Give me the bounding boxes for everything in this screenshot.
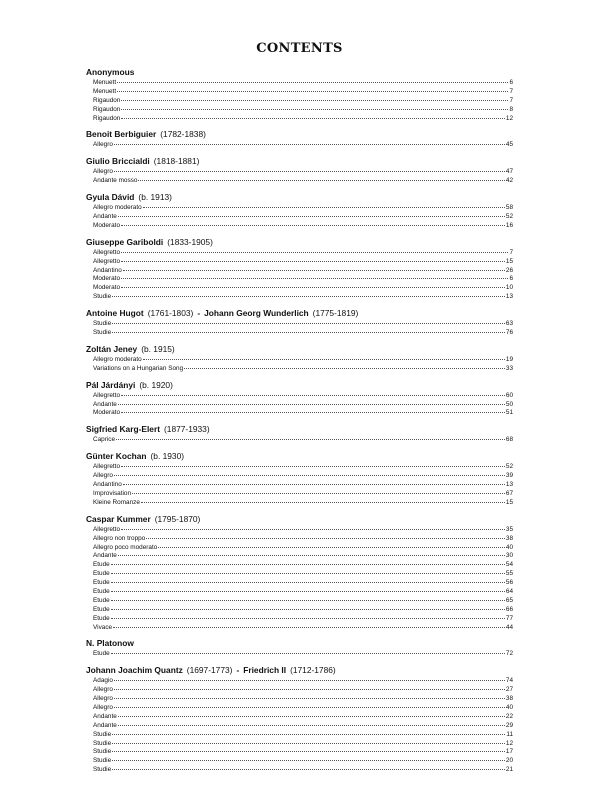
dot-leader [121, 260, 505, 262]
dot-leader [141, 501, 505, 503]
page-number: 19 [505, 355, 513, 363]
piece-title: Rigaudon [93, 96, 121, 104]
composer-separator: - [197, 308, 201, 319]
toc-entry[interactable] [86, 267, 513, 276]
composer-dates: (1833-1905) [167, 236, 213, 247]
toc-entry[interactable] [86, 740, 513, 749]
composer-section [86, 67, 513, 123]
piece-title: Allegro moderato [93, 204, 142, 212]
page-number: 68 [505, 436, 513, 444]
page-number: 12 [505, 114, 513, 122]
dot-leader [132, 492, 505, 494]
toc-entry[interactable] [86, 686, 513, 695]
piece-title: Allegro poco moderato [93, 543, 158, 551]
page-number: 27 [505, 686, 513, 694]
piece-title: Moderato [93, 409, 120, 417]
dot-leader [117, 90, 508, 92]
page-number: 15 [505, 498, 513, 506]
dot-leader [121, 394, 505, 396]
page-number: 22 [505, 712, 513, 720]
page-number: 65 [505, 596, 513, 604]
dot-leader [114, 170, 505, 172]
piece-title: Andantino [93, 481, 122, 489]
dot-leader [114, 697, 505, 699]
composer-name: Pál Járdányi [86, 379, 136, 390]
toc-entry[interactable] [86, 499, 513, 508]
dot-leader [114, 706, 505, 708]
piece-title: Andante [93, 400, 117, 408]
dot-leader [121, 99, 508, 101]
composer-section [86, 665, 513, 775]
toc-entry[interactable] [86, 356, 513, 365]
dot-leader [121, 286, 505, 288]
dot-leader [111, 599, 505, 601]
toc-entry[interactable] [86, 106, 513, 115]
dot-leader [111, 590, 505, 592]
toc-entry[interactable] [86, 757, 513, 766]
composer-dates: (b. 1920) [139, 379, 173, 390]
piece-title: Rigaudon [93, 114, 121, 122]
page-number: 52 [505, 213, 513, 221]
composer-heading [86, 665, 513, 676]
composer-dates: (b. 1915) [141, 343, 175, 354]
page-number: 30 [505, 552, 513, 560]
dot-leader [117, 81, 508, 83]
composer-name: Gyula Dávid [86, 192, 135, 203]
page-number: 63 [505, 320, 513, 328]
toc-entry[interactable] [86, 365, 513, 374]
dot-leader [158, 546, 505, 548]
page-number: 29 [505, 721, 513, 729]
piece-title: Andante [93, 721, 117, 729]
piece-title: Etude [93, 561, 110, 569]
toc-entry[interactable] [86, 624, 513, 633]
dot-leader [118, 215, 505, 217]
piece-title: Allegretto [93, 525, 120, 533]
dot-leader [111, 581, 505, 583]
page-number: 40 [505, 543, 513, 551]
page-number: 60 [505, 391, 513, 399]
dot-leader [111, 563, 505, 565]
page-title: CONTENTS [256, 41, 343, 56]
piece-title: Etude [93, 614, 110, 622]
page-number: 12 [505, 739, 513, 747]
composer-heading [86, 237, 513, 248]
dot-leader [112, 295, 505, 297]
dot-leader [121, 117, 505, 119]
dot-leader [114, 474, 505, 476]
piece-title: Studie [93, 748, 112, 756]
piece-title: Moderato [93, 284, 120, 292]
piece-title: Allegro moderato [93, 355, 142, 363]
dot-leader [143, 206, 505, 208]
toc-entry[interactable] [86, 88, 513, 97]
toc-entry[interactable] [86, 490, 513, 499]
toc-entry[interactable] [86, 588, 513, 597]
dot-leader [111, 617, 505, 619]
toc-entry[interactable] [86, 409, 513, 418]
piece-title: Studie [93, 766, 112, 774]
dot-leader [114, 688, 505, 690]
page-number: 13 [505, 481, 513, 489]
piece-title: Caprice [93, 436, 116, 444]
page-number: 56 [505, 579, 513, 587]
piece-title: Rigaudon [93, 105, 121, 113]
toc-entry[interactable] [86, 472, 513, 481]
piece-title: Etude [93, 596, 110, 604]
dot-leader [112, 322, 505, 324]
dot-leader [112, 733, 505, 735]
piece-title: Menuett [93, 87, 117, 95]
composer-dates: (1782-1838) [160, 129, 206, 140]
composer-section [86, 308, 513, 338]
composer-dates: (1697-1773) [186, 665, 233, 676]
composer-name: N. Platonow [86, 638, 134, 649]
page-number: 47 [505, 168, 513, 176]
composer-name: Benoit Berbiguier [86, 129, 157, 140]
composer-name: Caspar Kummer [86, 513, 151, 524]
page-number: 42 [505, 177, 513, 185]
toc-entry[interactable] [86, 392, 513, 401]
piece-title: Etude [93, 570, 110, 578]
composer-heading [86, 192, 513, 203]
page-number: 16 [505, 221, 513, 229]
piece-title: Allegro [93, 686, 113, 694]
page-number: 77 [505, 614, 513, 622]
dot-leader [121, 224, 505, 226]
composer-section [86, 424, 513, 445]
toc-entry[interactable] [86, 650, 513, 659]
toc-entry[interactable] [86, 677, 513, 686]
toc-entry[interactable] [86, 570, 513, 579]
toc-entry[interactable] [86, 535, 513, 544]
page-number: 51 [505, 409, 513, 417]
toc-entry[interactable] [86, 258, 513, 267]
composer-dates: (1818-1881) [153, 156, 200, 167]
page-number: 35 [505, 525, 513, 533]
page-number: 6 [509, 79, 513, 86]
toc-entry[interactable] [86, 329, 513, 338]
toc-entry[interactable] [86, 748, 513, 757]
toc-entry[interactable] [86, 552, 513, 561]
composer-separator: - [236, 665, 240, 676]
toc-entry[interactable] [86, 722, 513, 731]
page-number: 54 [505, 561, 513, 569]
composer-dates: (1795-1870) [154, 513, 201, 524]
page-number: 7 [509, 87, 513, 95]
composer-dates: (b. 1930) [150, 451, 185, 462]
dot-leader [121, 528, 505, 530]
composer-name: Zoltán Jeney [86, 343, 138, 354]
toc-entry[interactable] [86, 284, 513, 293]
page-number: 50 [505, 400, 513, 408]
composer-heading [86, 156, 513, 167]
dot-leader [121, 108, 508, 110]
dot-leader [123, 269, 505, 271]
composer-heading [86, 638, 513, 649]
dot-leader [111, 652, 505, 654]
dot-leader [112, 768, 505, 770]
piece-title: Etude [93, 650, 110, 658]
composer-name: Giulio Briccialdi [86, 156, 150, 167]
dot-leader [118, 724, 505, 726]
piece-title: Allegretto [93, 463, 120, 471]
toc-entry[interactable] [86, 275, 513, 284]
composer-heading [86, 67, 513, 78]
dot-leader [114, 679, 505, 681]
piece-title: Allegro [93, 703, 113, 711]
piece-title: Moderato [93, 275, 120, 283]
page-number: 10 [505, 284, 513, 292]
composer-section [86, 451, 513, 507]
toc-entry[interactable] [86, 97, 513, 106]
composer-dates-secondary: (1775-1819) [312, 308, 359, 319]
page-number: 15 [505, 257, 513, 265]
composer-heading [86, 514, 513, 525]
piece-title: Allegretto [93, 391, 120, 399]
dot-leader [111, 608, 505, 610]
page-number: 21 [505, 766, 513, 774]
page-number: 26 [505, 266, 513, 274]
toc-entry[interactable] [86, 766, 513, 775]
toc-entry[interactable] [86, 731, 513, 740]
dot-leader [111, 572, 505, 574]
piece-title: Studie [93, 320, 112, 328]
page-number: 74 [505, 677, 513, 685]
composer-section [86, 344, 513, 374]
page-number: 38 [505, 695, 513, 703]
toc-entry[interactable] [86, 597, 513, 606]
composer-heading [86, 451, 513, 462]
toc-entry[interactable] [86, 579, 513, 588]
dot-leader [112, 331, 505, 333]
toc-entry[interactable] [86, 544, 513, 553]
contents-page [86, 40, 513, 781]
toc-entry[interactable] [86, 713, 513, 722]
piece-title: Studie [93, 730, 112, 738]
page-number: 20 [505, 757, 513, 765]
piece-title: Moderato [93, 221, 120, 229]
composer-dates: (b. 1913) [138, 192, 172, 203]
dot-leader [143, 358, 505, 360]
piece-title: Etude [93, 587, 110, 595]
dot-leader [146, 537, 505, 539]
dot-leader [118, 403, 505, 405]
toc-entry[interactable] [86, 249, 513, 258]
composer-heading [86, 344, 513, 355]
page-number: 8 [509, 105, 513, 113]
piece-title: Menuett [93, 79, 117, 86]
piece-title: Andantino [93, 266, 122, 274]
page-number: 55 [505, 570, 513, 578]
piece-title: Kleine Romanze [93, 498, 140, 506]
piece-title: Etude [93, 605, 110, 613]
piece-title: Studie [93, 757, 112, 765]
page-number: 7 [509, 96, 513, 104]
composer-name-secondary: Friedrich II [243, 665, 287, 676]
page-number: 6 [509, 275, 513, 283]
page-number: 64 [505, 587, 513, 595]
dot-leader [113, 626, 505, 628]
composer-section [86, 237, 513, 302]
composer-dates: (1761-1803) [147, 308, 194, 319]
page-number: 7 [509, 248, 513, 256]
toc-entry[interactable] [86, 320, 513, 329]
toc-entry[interactable] [86, 141, 513, 150]
dot-leader [112, 742, 505, 744]
toc-entry[interactable] [86, 481, 513, 490]
piece-title: Adagio [93, 677, 113, 685]
toc-entry[interactable] [86, 561, 513, 570]
page-number: 40 [505, 703, 513, 711]
piece-title: Allegro [93, 168, 113, 176]
dot-leader [114, 143, 505, 145]
dot-leader [121, 411, 505, 413]
piece-title: Improvisation [93, 489, 132, 497]
piece-title: Allegro non troppo [93, 534, 146, 542]
composer-section [86, 192, 513, 231]
table-of-contents [86, 67, 513, 775]
page-number: 44 [505, 623, 513, 631]
page-number: 76 [505, 329, 513, 337]
piece-title: Andante [93, 552, 117, 560]
toc-entry[interactable] [86, 222, 513, 231]
dot-leader [121, 277, 508, 279]
dot-leader [112, 759, 505, 761]
dot-leader [118, 554, 505, 556]
composer-section [86, 514, 513, 633]
toc-entry[interactable] [86, 436, 513, 445]
toc-entry[interactable] [86, 177, 513, 186]
toc-entry[interactable] [86, 615, 513, 624]
composer-dates-secondary: (1712-1786) [290, 665, 336, 676]
piece-title: Andante mosso [93, 177, 138, 185]
piece-title: Allegretto [93, 257, 120, 265]
piece-title: Andante [93, 712, 117, 720]
dot-leader [123, 483, 505, 485]
toc-entry[interactable] [86, 115, 513, 124]
dot-leader [118, 715, 505, 717]
page-number: 72 [505, 650, 513, 658]
composer-heading [86, 380, 513, 391]
toc-entry[interactable] [86, 704, 513, 713]
composer-name: Günter Kochan [86, 451, 147, 462]
toc-entry[interactable] [86, 168, 513, 177]
dot-leader [121, 465, 505, 467]
piece-title: Andante [93, 213, 117, 221]
dot-leader [116, 438, 505, 440]
page-number: 66 [505, 605, 513, 613]
dot-leader [121, 251, 508, 253]
composer-dates: (1877-1933) [164, 424, 210, 435]
toc-entry[interactable] [86, 293, 513, 302]
composer-section [86, 380, 513, 419]
composer-name: Sigfried Karg-Elert [86, 424, 160, 435]
dot-leader [184, 367, 505, 369]
piece-title: Studie [93, 739, 112, 747]
composer-heading [86, 129, 513, 140]
composer-section [86, 129, 513, 150]
page-number: 52 [505, 463, 513, 471]
page-number: 58 [505, 204, 513, 212]
page-number: 33 [505, 364, 513, 372]
dot-leader [138, 179, 504, 181]
composer-name: Antoine Hugot [86, 308, 144, 319]
piece-title: Vivace [93, 623, 113, 631]
composer-heading [86, 308, 513, 319]
page-number: 67 [505, 489, 513, 497]
toc-entry[interactable] [86, 401, 513, 410]
toc-entry[interactable] [86, 213, 513, 222]
toc-entry[interactable] [86, 606, 513, 615]
piece-title: Allegro [93, 695, 113, 703]
page-number: 39 [505, 472, 513, 480]
toc-entry[interactable] [86, 204, 513, 213]
page-number: 11 [506, 730, 513, 738]
composer-name: Giuseppe Gariboldi [86, 236, 164, 247]
piece-title: Variations on a Hungarian Song [93, 364, 184, 372]
composer-heading [86, 424, 513, 435]
composer-name: Johann Joachim Quantz [86, 665, 183, 676]
dot-leader [112, 750, 505, 752]
page-number: 13 [505, 293, 513, 301]
composer-name: Anonymous [86, 67, 135, 77]
toc-entry[interactable] [86, 79, 513, 88]
page-number: 38 [505, 534, 513, 542]
toc-entry[interactable] [86, 526, 513, 535]
piece-title: Allegro [93, 472, 113, 480]
piece-title: Allegretto [93, 248, 120, 256]
page-number: 45 [505, 141, 513, 149]
composer-name-secondary: Johann Georg Wunderlich [204, 308, 309, 319]
composer-section [86, 638, 513, 659]
piece-title: Allegro [93, 141, 113, 149]
piece-title: Etude [93, 579, 110, 587]
piece-title: Studie [93, 329, 112, 337]
toc-entry[interactable] [86, 463, 513, 472]
toc-entry[interactable] [86, 695, 513, 704]
composer-section [86, 156, 513, 186]
page-number: 17 [505, 748, 513, 756]
piece-title: Studie [93, 293, 112, 301]
